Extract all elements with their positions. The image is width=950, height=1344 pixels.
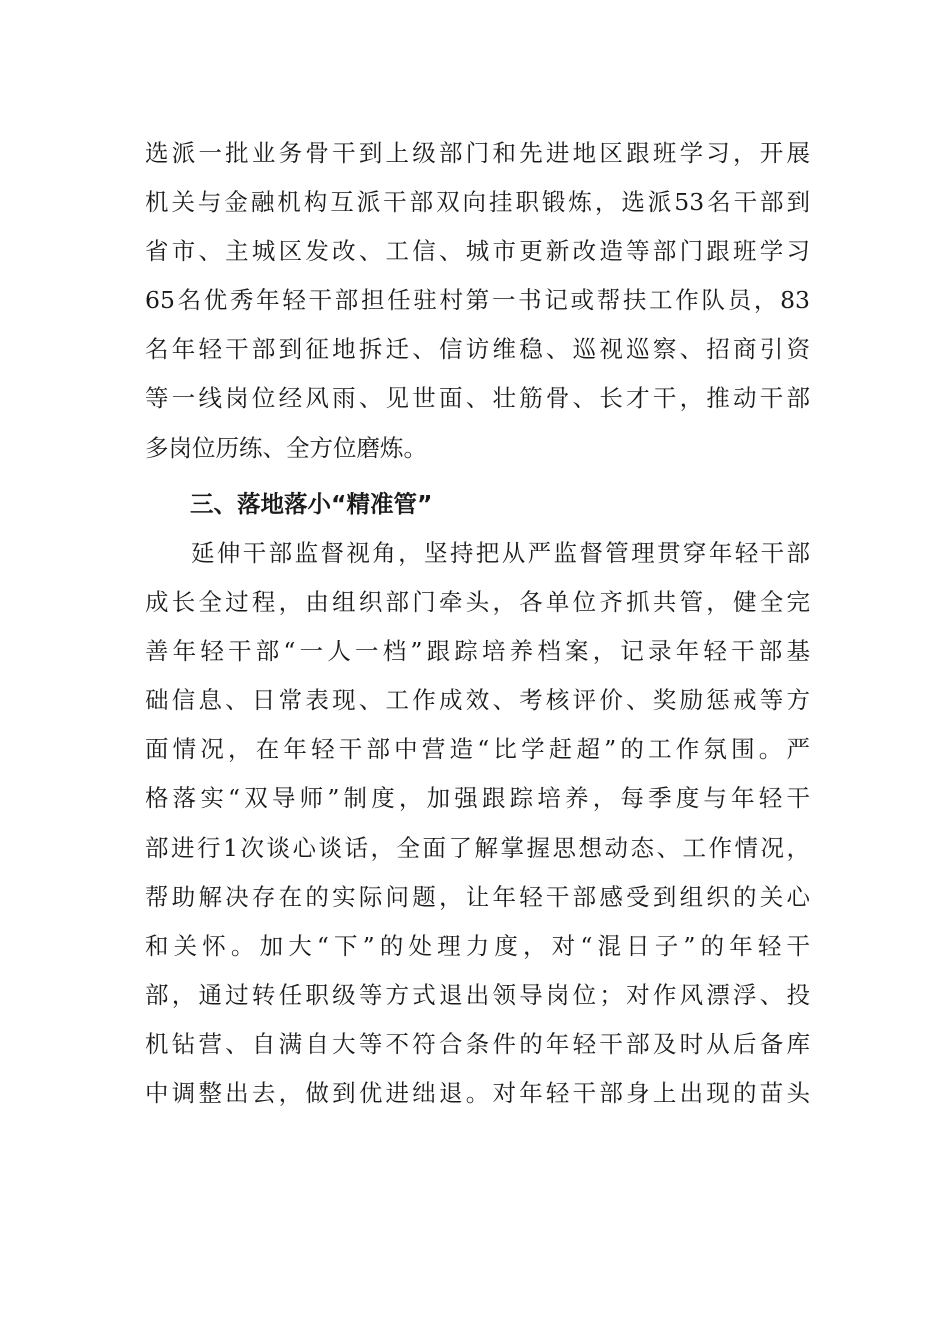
paragraph-line: 延伸干部监督视角，坚持把从严监督管理贯穿年轻干部	[191, 539, 810, 567]
paragraph-line: 等一线岗位经风雨、见世面、壮筋骨、长才干，推动干部	[145, 384, 810, 413]
paragraph-line: 名年轻干部到征地拆迁、信访维稳、巡视巡察、招商引资	[145, 335, 810, 364]
paragraph-line: 65名优秀年轻干部担任驻村第一书记或帮扶工作队员，83	[145, 286, 810, 315]
paragraph-supervision	[145, 529, 810, 1118]
paragraph-training	[145, 129, 810, 473]
paragraph-line: 省市、主城区发改、工信、城市更新改造等部门跟班学习	[145, 237, 810, 266]
paragraph-line: 善年轻干部“一人一档”跟踪培养档案，记录年轻干部基	[145, 637, 810, 666]
paragraph-line: 和关怀。加大“下”的处理力度，对“混日子”的年轻干	[145, 931, 810, 960]
section-heading: 三、落地落小“精准管”	[190, 490, 433, 518]
paragraph-line: 部进行1次谈心谈话，全面了解掌握思想动态、工作情况，	[145, 833, 810, 862]
paragraph-line: 帮助解决存在的实际问题，让年轻干部感受到组织的关心	[145, 882, 810, 911]
paragraph-line: 础信息、日常表现、工作成效、考核评价、奖励惩戒等方	[145, 686, 810, 715]
paragraph-line: 中调整出去，做到优进绌退。对年轻干部身上出现的苗头	[145, 1079, 810, 1108]
paragraph-line: 成长全过程，由组织部门牵头，各单位齐抓共管，健全完	[145, 588, 810, 617]
paragraph-line: 部，通过转任职级等方式退出领导岗位；对作风漂浮、投	[145, 980, 810, 1009]
paragraph-line: 多岗位历练、全方位磨炼。	[145, 433, 427, 462]
paragraph-line: 选派一批业务骨干到上级部门和先进地区跟班学习，开展	[145, 139, 810, 167]
paragraph-line: 面情况，在年轻干部中营造“比学赶超”的工作氛围。严	[145, 735, 810, 764]
paragraph-line: 机关与金融机构互派干部双向挂职锻炼，选派53名干部到	[145, 188, 810, 217]
paragraph-line: 格落实“双导师”制度，加强跟踪培养，每季度与年轻干	[145, 784, 810, 813]
paragraph-line: 机钻营、自满自大等不符合条件的年轻干部及时从后备库	[145, 1029, 810, 1058]
